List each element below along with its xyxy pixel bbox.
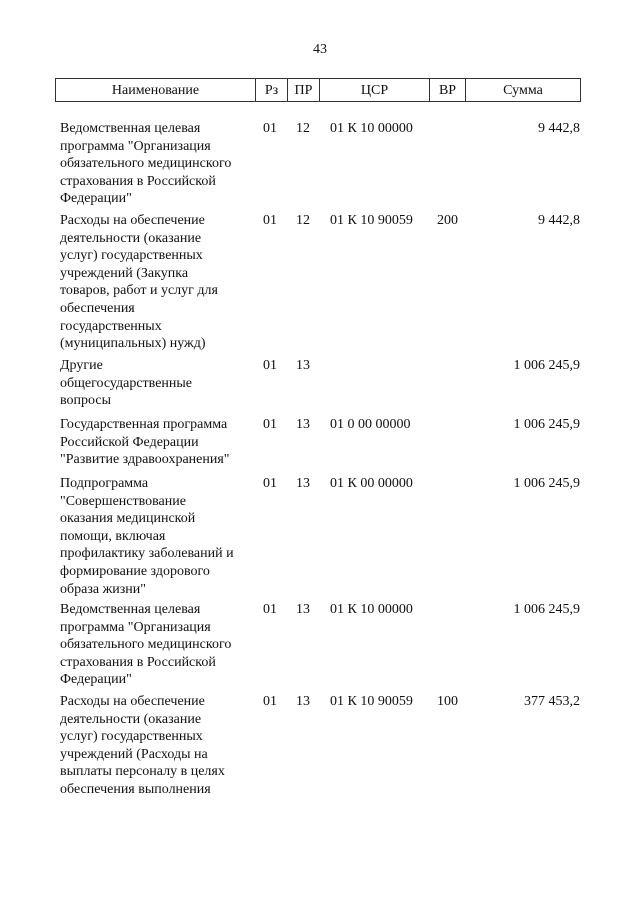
row-pr: 12 — [296, 213, 310, 228]
row-vr: 100 — [437, 694, 458, 709]
row-rz: 01 — [263, 694, 277, 709]
row-name-line: обязательного медицинского — [60, 637, 232, 653]
row-name-line: программа "Организация — [60, 619, 211, 635]
row-name-line: вопросы — [60, 393, 111, 409]
row-sum: 1 006 245,9 — [513, 476, 580, 491]
header-pr: ПР — [288, 79, 320, 101]
row-vr: 200 — [437, 213, 458, 228]
row-name-line: Федерации" — [60, 672, 132, 688]
row-pr: 12 — [296, 121, 310, 136]
row-name — [60, 212, 256, 353]
row-name-line: Расходы на обеспечение — [60, 213, 205, 228]
row-name-line: услуг) государственных — [60, 248, 203, 264]
row-sum: 1 006 245,9 — [513, 358, 580, 373]
row-name — [60, 416, 256, 469]
header-vr: ВР — [430, 79, 466, 101]
row-sum: 9 442,8 — [538, 121, 580, 136]
row-name-line: Ведомственная целевая — [60, 121, 201, 136]
table-header — [55, 78, 581, 102]
row-csr: 01 К 00 00000 — [330, 476, 413, 491]
row-name — [60, 693, 256, 799]
row-sum: 9 442,8 — [538, 213, 580, 228]
row-name-line: деятельности (оказание — [60, 230, 202, 246]
row-name-line: обеспечения — [60, 300, 135, 316]
row-pr: 13 — [296, 417, 310, 432]
row-name-line: формирование здорового — [60, 563, 210, 579]
row-pr: 13 — [296, 476, 310, 491]
row-name — [60, 357, 256, 410]
row-name-line: страхования в Российской — [60, 654, 216, 670]
row-name — [60, 601, 256, 689]
row-csr: 01 К 10 90059 — [330, 213, 413, 228]
row-sum: 1 006 245,9 — [513, 417, 580, 432]
row-rz: 01 — [263, 602, 277, 617]
row-rz: 01 — [263, 121, 277, 136]
header-csr: ЦСР — [320, 79, 430, 101]
header-name: Наименование — [56, 79, 256, 101]
row-rz: 01 — [263, 476, 277, 491]
header-sum: Сумма — [503, 83, 543, 98]
row-name-line: Российской Федерации — [60, 434, 199, 450]
row-name-line: обязательного медицинского — [60, 156, 232, 172]
row-name-line: Ведомственная целевая — [60, 602, 201, 617]
row-name-line: Подпрограмма — [60, 476, 149, 491]
row-name-line: Расходы на обеспечение — [60, 694, 205, 709]
row-name-line: помощи, включая — [60, 528, 166, 544]
row-name-line: деятельности (оказание — [60, 711, 202, 727]
row-name-line: образа жизни" — [60, 581, 146, 597]
row-name-line: программа "Организация — [60, 138, 211, 154]
page-number: 43 — [313, 42, 327, 57]
row-pr: 13 — [296, 694, 310, 709]
row-name-line: общегосударственные — [60, 375, 193, 391]
row-pr: 13 — [296, 358, 310, 373]
row-name-line: (муниципальных) нужд) — [60, 336, 206, 352]
row-name-line: учреждений (Расходы на — [60, 746, 208, 762]
row-name-line: страхования в Российской — [60, 173, 216, 189]
row-name-line: выплаты персоналу в целях — [60, 764, 225, 780]
row-rz: 01 — [263, 213, 277, 228]
row-name-line: Другие — [60, 358, 103, 373]
row-sum: 1 006 245,9 — [513, 602, 580, 617]
row-name-line: услуг) государственных — [60, 729, 203, 745]
row-rz: 01 — [263, 417, 277, 432]
row-rz: 01 — [263, 358, 277, 373]
row-name — [60, 120, 256, 208]
row-name-line: "Совершенствование — [60, 493, 186, 509]
row-pr: 13 — [296, 602, 310, 617]
row-name-line: Федерации" — [60, 191, 132, 207]
header-rz: Рз — [256, 79, 288, 101]
row-name-line: оказания медицинской — [60, 511, 196, 527]
row-name-line: обеспечения выполнения — [60, 781, 211, 797]
row-name-line: "Развитие здравоохранения" — [60, 452, 230, 468]
row-name-line: профилактику заболеваний и — [60, 546, 234, 562]
row-name-line: государственных — [60, 318, 162, 334]
row-csr: 01 К 10 00000 — [330, 602, 413, 617]
row-csr: 01 0 00 00000 — [330, 417, 411, 432]
row-name-line: Государственная программа — [60, 417, 228, 432]
row-sum: 377 453,2 — [524, 694, 580, 709]
row-name-line: товаров, работ и услуг для — [60, 283, 218, 299]
row-name — [60, 475, 256, 598]
row-csr: 01 К 10 90059 — [330, 694, 413, 709]
row-csr: 01 К 10 00000 — [330, 121, 413, 136]
row-name-line: учреждений (Закупка — [60, 265, 189, 281]
